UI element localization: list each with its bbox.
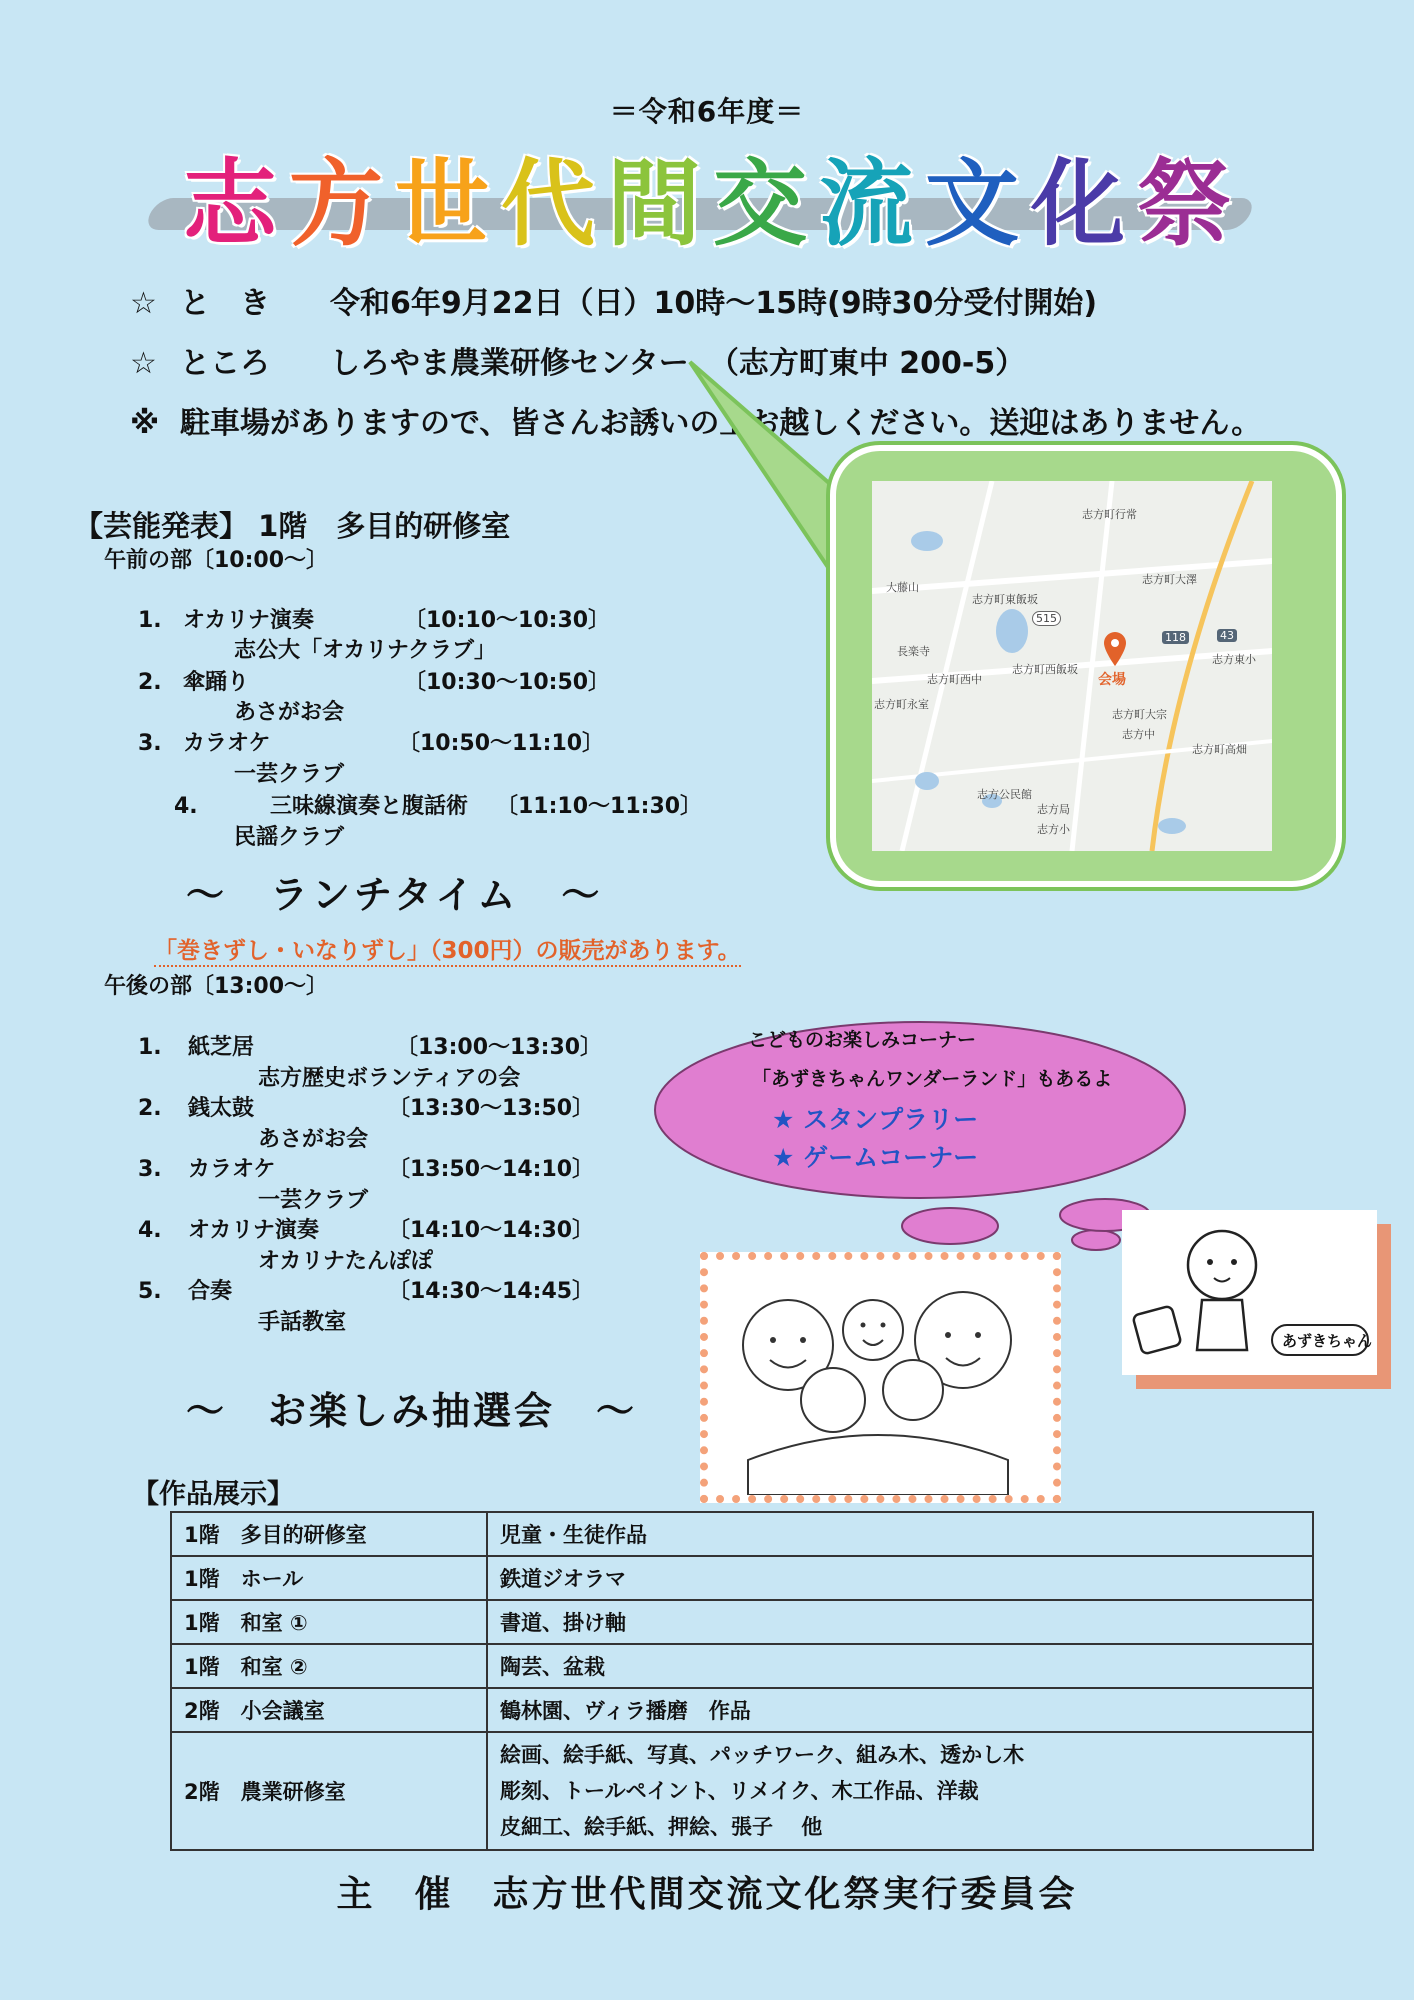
lottery-title: ～ お楽しみ抽選会 ～ xyxy=(186,1389,638,1433)
exhibit-location: 2階 農業研修室 xyxy=(171,1732,487,1850)
where-value: しろやま農業研修センター xyxy=(330,346,689,381)
exhibit-location: 1階 和室 ① xyxy=(171,1600,487,1644)
exhibit-content: 鉄道ジオラマ xyxy=(487,1556,1313,1600)
table-row xyxy=(171,1732,1313,1850)
route-shield: 515 xyxy=(1032,611,1061,626)
afternoon-item-2-org: あさがお会 xyxy=(258,1127,369,1152)
exhibits-heading: 【作品展示】 xyxy=(132,1479,294,1510)
info-when xyxy=(130,278,1097,322)
exhibit-content-line: 彫刻、トールペイント、リメイク、木工作品、洋裁 xyxy=(500,1779,979,1803)
mascot-card xyxy=(1122,1210,1377,1375)
map-label: 志方中 xyxy=(1122,728,1155,741)
route-shield: 43 xyxy=(1217,629,1237,642)
star-mark: ☆ xyxy=(130,286,157,321)
title-characters xyxy=(177,128,1237,263)
family-drawing xyxy=(708,1260,1053,1495)
afternoon-item-5 xyxy=(138,1274,658,1305)
title-character: 交 xyxy=(713,150,808,259)
item-time: 〔14:10～14:30〕 xyxy=(388,1218,595,1243)
title-character: 文 xyxy=(925,150,1020,259)
title-character: 方 xyxy=(288,150,383,259)
exhibit-location: 2階 小会議室 xyxy=(171,1688,487,1732)
when-label: と き xyxy=(180,286,270,321)
exhibit-content: 書道、掛け軸 xyxy=(487,1600,1313,1644)
map-label: 志方小 xyxy=(1037,823,1070,836)
item-number: 2. xyxy=(138,670,162,695)
map-label: 志方局 xyxy=(1037,803,1070,816)
note-mark: ※ xyxy=(130,406,160,441)
map-label: 志方町大澤 xyxy=(1142,573,1197,586)
game-corner: ★ ゲームコーナー xyxy=(772,1143,979,1172)
map-label: 志方公民館 xyxy=(977,788,1032,801)
exhibit-location: 1階 和室 ② xyxy=(171,1644,487,1688)
where-label: ところ xyxy=(180,346,270,381)
where-address: （志方町東中 200-5） xyxy=(708,346,1026,381)
item-name: オカリナ演奏 xyxy=(188,1218,319,1243)
afternoon-label: 午後の部〔13:00～〕 xyxy=(104,974,329,999)
item-number: 4. xyxy=(138,1218,162,1243)
exhibit-content: 児童・生徒作品 xyxy=(487,1512,1313,1556)
item-number: 1. xyxy=(138,1035,162,1060)
kids-corner-line1: こどものお楽しみコーナー xyxy=(748,1029,977,1051)
morning-item-2 xyxy=(138,665,658,696)
star-mark: ☆ xyxy=(130,346,157,381)
event-subtitle: ＝令和6年度＝ xyxy=(609,95,805,128)
venue-map xyxy=(872,481,1272,851)
map-label: 志方町大宗 xyxy=(1112,708,1167,721)
item-name: 三味線演奏と腹話術 xyxy=(270,794,469,819)
exhibit-content: 鶴林園、ヴィラ播磨 作品 xyxy=(487,1688,1313,1732)
morning-item-4 xyxy=(174,789,734,820)
item-name: オカリナ演奏 xyxy=(183,608,314,633)
title-character: 祭 xyxy=(1137,150,1232,259)
exhibit-content: 陶芸、盆栽 xyxy=(487,1644,1313,1688)
title-character: 世 xyxy=(394,150,489,259)
item-time: 〔13:00～13:30〕 xyxy=(396,1035,603,1060)
item-name: 銭太鼓 xyxy=(188,1096,255,1121)
afternoon-item-2 xyxy=(138,1091,658,1122)
table-row xyxy=(171,1688,1313,1732)
item-number: 1. xyxy=(138,608,162,633)
item-time: 〔13:50～14:10〕 xyxy=(388,1157,595,1182)
afternoon-item-3-org: 一芸クラブ xyxy=(258,1188,369,1213)
map-label: 長楽寺 xyxy=(897,645,930,658)
map-label: 志方町高畑 xyxy=(1192,743,1247,756)
item-number: 4. xyxy=(174,794,198,819)
item-time: 〔10:10～10:30〕 xyxy=(404,608,611,633)
morning-item-3 xyxy=(138,726,658,757)
route-shield: 118 xyxy=(1162,631,1189,644)
item-name: カラオケ xyxy=(188,1157,276,1182)
table-row xyxy=(171,1600,1313,1644)
map-label: 志方町西中 xyxy=(927,673,982,686)
item-time: 〔10:50～11:10〕 xyxy=(398,731,605,756)
map-label: 志方町永室 xyxy=(874,698,929,711)
morning-item-1-org: 志公大「オカリナクラブ」 xyxy=(234,638,497,663)
afternoon-item-4-org: オカリナたんぽぽ xyxy=(258,1249,433,1274)
venue-label: 会場 xyxy=(1098,672,1126,688)
lunch-note: 「巻きずし・いなりずし」（300円）の販売があります。 xyxy=(154,932,741,967)
family-illustration xyxy=(700,1252,1061,1503)
morning-label: 午前の部〔10:00～〕 xyxy=(104,548,329,573)
kids-corner-line2: 「あずきちゃんワンダーランド」もあるよ xyxy=(752,1068,1113,1090)
title-character: 流 xyxy=(819,150,914,259)
stamp-rally: ★ スタンプラリー xyxy=(772,1105,979,1134)
title-character: 代 xyxy=(500,150,595,259)
mascot-name: あずきちゃん xyxy=(1282,1332,1373,1350)
venue-map-frame xyxy=(830,445,1342,887)
table-row xyxy=(171,1512,1313,1556)
title-character: 間 xyxy=(606,150,701,259)
event-title xyxy=(0,128,1414,263)
item-name: カラオケ xyxy=(183,731,271,756)
item-time: 〔10:30～10:50〕 xyxy=(404,670,611,695)
item-name: 合奏 xyxy=(188,1279,233,1304)
morning-item-1 xyxy=(138,603,658,634)
title-character: 化 xyxy=(1031,150,1126,259)
afternoon-item-5-org: 手話教室 xyxy=(258,1310,347,1335)
map-label: 志方町行常 xyxy=(1082,508,1137,521)
map-label: 志方町東飯坂 xyxy=(972,593,1038,606)
exhibit-location: 1階 多目的研修室 xyxy=(171,1512,487,1556)
venue-pin-icon xyxy=(1102,631,1128,667)
item-number: 5. xyxy=(138,1279,162,1304)
map-label: 志方町西飯坂 xyxy=(1012,663,1078,676)
exhibit-location: 1階 ホール xyxy=(171,1556,487,1600)
exhibits-table xyxy=(170,1511,1314,1851)
morning-item-2-org: あさがお会 xyxy=(234,700,345,725)
item-number: 3. xyxy=(138,1157,162,1182)
table-row xyxy=(171,1556,1313,1600)
item-number: 2. xyxy=(138,1096,162,1121)
item-time: 〔13:30～13:50〕 xyxy=(388,1096,595,1121)
map-label: 志方東小 xyxy=(1212,653,1256,666)
when-value: 令和6年9月22日（日）10時～15時(9時30分受付開始) xyxy=(330,286,1098,321)
title-character: 志 xyxy=(182,150,277,259)
item-number: 3. xyxy=(138,731,162,756)
exhibit-content-line: 皮細工、絵手紙、押絵、張子 他 xyxy=(500,1815,823,1839)
item-name: 紙芝居 xyxy=(188,1035,255,1060)
afternoon-item-3 xyxy=(138,1152,658,1183)
item-name: 傘踊り xyxy=(183,670,250,695)
lunch-title: ～ ランチタイム ～ xyxy=(186,873,604,917)
performance-heading: 【芸能発表】 1階 多目的研修室 xyxy=(74,509,511,543)
item-time: 〔14:30～14:45〕 xyxy=(388,1279,595,1304)
organizer: 主 催 志方世代間交流文化祭実行委員会 xyxy=(336,1874,1078,1915)
table-row xyxy=(171,1644,1313,1688)
exhibit-content xyxy=(487,1732,1313,1850)
morning-item-4-org: 民謡クラブ xyxy=(234,825,345,850)
map-label: 大藤山 xyxy=(886,581,919,594)
item-time: 〔11:10～11:30〕 xyxy=(496,794,703,819)
afternoon-item-1 xyxy=(138,1030,658,1061)
morning-item-3-org: 一芸クラブ xyxy=(234,762,345,787)
note-value: 駐車場がありますので、皆さんお誘いの上お越しください。送迎はありません。 xyxy=(180,406,1262,441)
exhibit-content-line: 絵画、絵手紙、写真、パッチワーク、組み木、透かし木 xyxy=(500,1743,1025,1767)
afternoon-item-4 xyxy=(138,1213,658,1244)
afternoon-item-1-org: 志方歴史ボランティアの会 xyxy=(258,1066,521,1091)
